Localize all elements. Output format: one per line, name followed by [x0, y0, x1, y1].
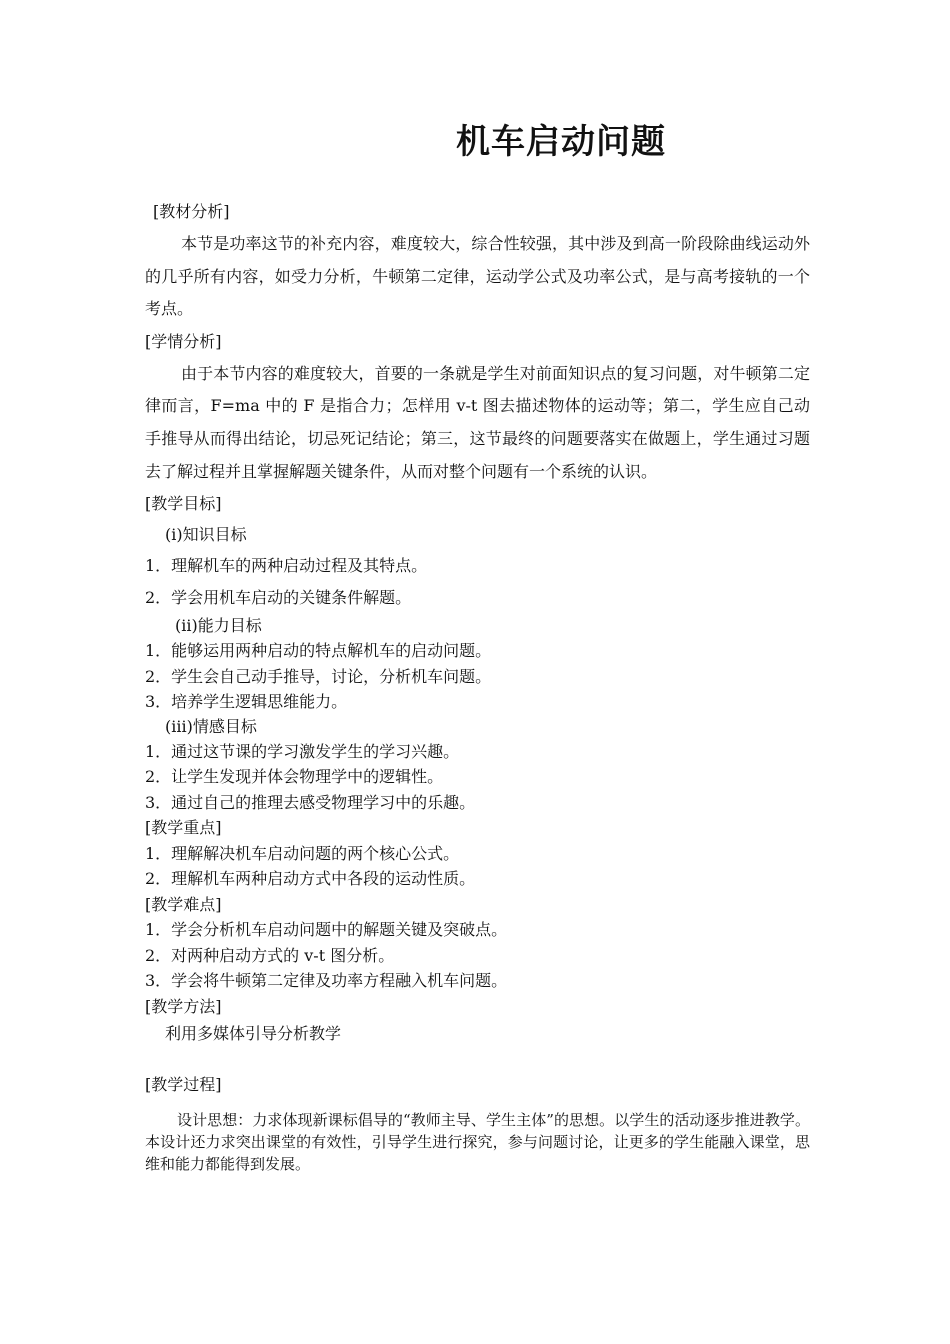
list-item: 3．学会将牛顿第二定律及功率方程融入机车问题。 — [145, 971, 508, 991]
page-title: 机车启动问题 — [456, 122, 666, 162]
list-item: 1．能够运用两种启动的特点解机车的启动问题。 — [145, 641, 492, 661]
section-heading-goals: [教学目标] — [145, 494, 222, 514]
list-item: 2．让学生发现并体会物理学中的逻辑性。 — [145, 767, 444, 787]
section-heading-methods: [教学方法] — [145, 996, 222, 1016]
section-heading-difficulties: [教学难点] — [145, 894, 222, 914]
list-item: 3．培养学生逻辑思维能力。 — [145, 692, 348, 712]
students-paragraph: 由于本节内容的难度较大，首要的一条就是学生对前面知识点的复习问题，对牛顿第二定律而言，F=ma 中的 F 是指合力；怎样用 v-t 图去描述物体的运动等；第二，学生应自己动手推导从而得出结论，切忌死记结论；第三，这节最终的问题要落实在做题上，学生通过习题去了解过程并且掌握解题关键条件，从而对整个问题有一个系统的认识。 — [145, 363, 810, 481]
list-item: 1．理解机车的两种启动过程及其特点。 — [145, 556, 428, 576]
process-paragraph: 设计思想：力求体现新课标倡导的“教师主导、学生主体”的思想。以学生的活动逐步推进教学。本设计还力求突出课堂的有效性，引导学生进行探究，参与问题讨论，让更多的学生能融入课堂，思维和能力都能得到发展。 — [145, 1111, 810, 1174]
list-item: 2．对两种启动方式的 v-t 图分析。 — [145, 945, 395, 965]
list-item: 2．理解机车两种启动方式中各段的运动性质。 — [145, 869, 476, 889]
document-body — [145, 196, 810, 1175]
goal-subheading-knowledge: (i)知识目标 — [165, 525, 247, 545]
list-item: 1．理解解决机车启动问题的两个核心公式。 — [145, 843, 460, 863]
section-spacer — [145, 1049, 810, 1069]
section-heading-students: [学情分析] — [145, 331, 222, 351]
goal-subheading-emotion: (iii)情感目标 — [165, 716, 257, 736]
list-item: 2．学会用机车启动的关键条件解题。 — [145, 588, 412, 608]
goal-subheading-ability: (ii)能力目标 — [175, 616, 262, 636]
list-item: 3．通过自己的推理去感受物理学习中的乐趣。 — [145, 792, 476, 812]
list-item: 2．学生会自己动手推导，讨论，分析机车问题。 — [145, 666, 492, 686]
section-heading-key-points: [教学重点] — [145, 818, 222, 838]
section-heading-process: [教学过程] — [145, 1075, 222, 1095]
section-heading-materials: [教材分析] — [153, 202, 230, 221]
list-item: 1．学会分析机车启动问题中的解题关键及突破点。 — [145, 920, 508, 940]
methods-text: 利用多媒体引导分析教学 — [165, 1024, 342, 1044]
list-item: 1．通过这节课的学习激发学生的学习兴趣。 — [145, 741, 460, 761]
materials-paragraph: 本节是功率这节的补充内容，难度较大，综合性较强，其中涉及到高一阶段除曲线运动外的几乎所有内容，如受力分析，牛顿第二定律，运动学公式及功率公式，是与高考接轨的一个考点。 — [145, 234, 810, 319]
